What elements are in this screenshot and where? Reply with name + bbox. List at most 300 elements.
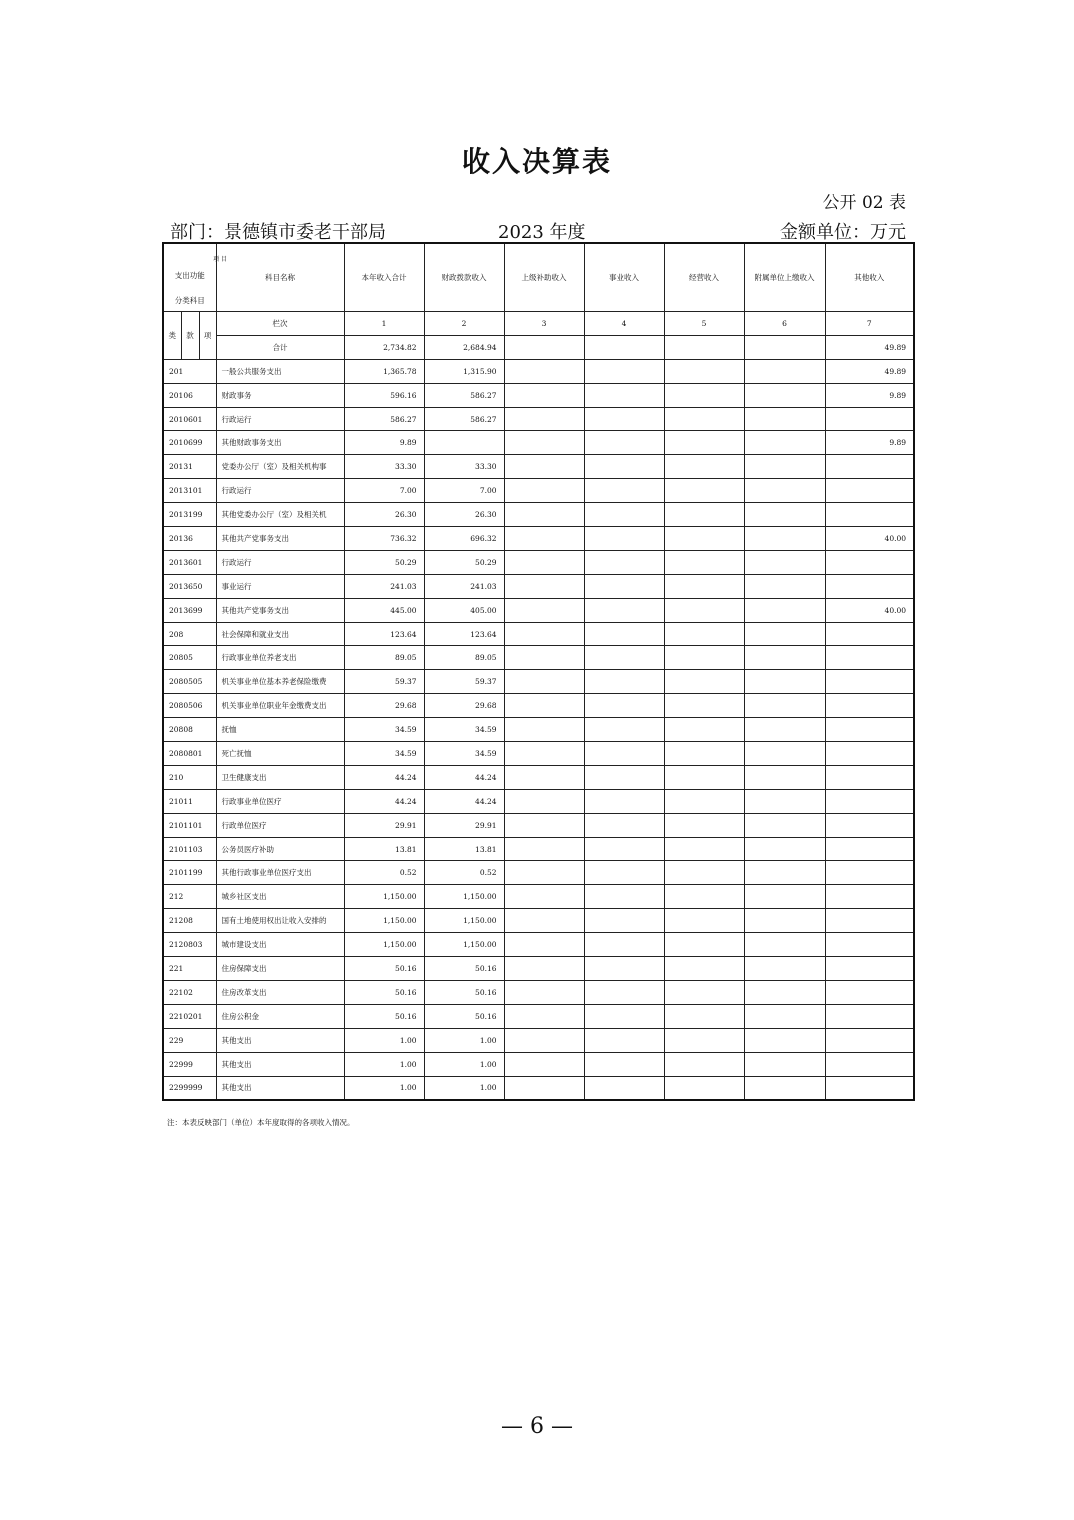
row-superior-subsidy xyxy=(504,957,584,981)
row-subject-name: 行政运行 xyxy=(216,407,344,431)
row-other-income xyxy=(825,837,914,861)
row-total-income: 44.24 xyxy=(344,789,424,813)
row-code: 2010699 xyxy=(163,431,216,455)
row-fiscal-income: 29.91 xyxy=(424,813,504,837)
table-row xyxy=(163,479,914,503)
row-operating-income xyxy=(664,813,744,837)
table-row xyxy=(163,527,914,551)
row-other-income xyxy=(825,550,914,574)
row-affiliate-income xyxy=(744,1004,825,1028)
row-subject-name: 其他支出 xyxy=(216,1052,344,1076)
row-operating-income xyxy=(664,837,744,861)
row-operating-income xyxy=(664,980,744,1004)
row-superior-subsidy xyxy=(504,574,584,598)
row-subject-name: 行政事业单位医疗 xyxy=(216,789,344,813)
unit-label: 金额单位：万元 xyxy=(780,222,906,243)
row-code: 20136 xyxy=(163,527,216,551)
row-code: 21011 xyxy=(163,789,216,813)
row-superior-subsidy xyxy=(504,598,584,622)
row-fiscal-income: 1,150.00 xyxy=(424,885,504,909)
row-other-income xyxy=(825,407,914,431)
row-code: 221 xyxy=(163,957,216,981)
row-operating-income xyxy=(664,455,744,479)
col-header-1: 本年收入合计 xyxy=(344,243,424,312)
row-other-income xyxy=(825,1076,914,1100)
table-row xyxy=(163,646,914,670)
row-fiscal-income: 241.03 xyxy=(424,574,504,598)
row-affiliate-income xyxy=(744,742,825,766)
col-number-6: 6 xyxy=(744,312,825,336)
col-number-3: 3 xyxy=(504,312,584,336)
row-code: 208 xyxy=(163,622,216,646)
row-total-income: 1,150.00 xyxy=(344,909,424,933)
row-superior-subsidy xyxy=(504,909,584,933)
col-number-7: 7 xyxy=(825,312,914,336)
page-number: — 6 — xyxy=(501,1414,573,1439)
row-fiscal-income: 586.27 xyxy=(424,383,504,407)
row-superior-subsidy xyxy=(504,407,584,431)
total-c7: 49.89 xyxy=(825,335,914,359)
row-superior-subsidy xyxy=(504,431,584,455)
table-row xyxy=(163,765,914,789)
row-fiscal-income: 50.16 xyxy=(424,957,504,981)
col-number-5: 5 xyxy=(664,312,744,336)
row-total-income: 33.30 xyxy=(344,455,424,479)
table-row xyxy=(163,813,914,837)
row-superior-subsidy xyxy=(504,1076,584,1100)
row-fiscal-income: 89.05 xyxy=(424,646,504,670)
col-header-3: 上级补助收入 xyxy=(504,243,584,312)
row-operating-income xyxy=(664,909,744,933)
table-row xyxy=(163,670,914,694)
row-business-income xyxy=(584,1028,664,1052)
row-superior-subsidy xyxy=(504,694,584,718)
row-other-income: 9.89 xyxy=(825,431,914,455)
row-operating-income xyxy=(664,694,744,718)
row-superior-subsidy xyxy=(504,622,584,646)
row-business-income xyxy=(584,837,664,861)
lei-header: 类 xyxy=(163,312,181,360)
row-subject-name: 其他支出 xyxy=(216,1028,344,1052)
row-code: 20805 xyxy=(163,646,216,670)
header-row xyxy=(163,243,914,312)
row-fiscal-income: 1.00 xyxy=(424,1028,504,1052)
row-affiliate-income xyxy=(744,957,825,981)
table-row xyxy=(163,598,914,622)
row-superior-subsidy xyxy=(504,670,584,694)
row-superior-subsidy xyxy=(504,837,584,861)
row-subject-name: 其他共产党事务支出 xyxy=(216,598,344,622)
row-operating-income xyxy=(664,861,744,885)
row-operating-income xyxy=(664,1004,744,1028)
row-code: 20131 xyxy=(163,455,216,479)
row-affiliate-income xyxy=(744,646,825,670)
row-operating-income xyxy=(664,598,744,622)
total-c5 xyxy=(664,335,744,359)
table-row xyxy=(163,718,914,742)
row-affiliate-income xyxy=(744,694,825,718)
row-fiscal-income: 29.68 xyxy=(424,694,504,718)
row-code: 2013699 xyxy=(163,598,216,622)
row-business-income xyxy=(584,1052,664,1076)
row-total-income: 596.16 xyxy=(344,383,424,407)
col-header-5: 经营收入 xyxy=(664,243,744,312)
subject-name-label: 科目名称 xyxy=(265,273,296,282)
row-business-income xyxy=(584,1004,664,1028)
row-business-income xyxy=(584,933,664,957)
table-row xyxy=(163,1052,914,1076)
row-subject-name: 行政事业单位养老支出 xyxy=(216,646,344,670)
row-superior-subsidy xyxy=(504,359,584,383)
row-total-income: 0.52 xyxy=(344,861,424,885)
row-business-income xyxy=(584,574,664,598)
table-row xyxy=(163,933,914,957)
row-operating-income xyxy=(664,765,744,789)
col-number-4: 4 xyxy=(584,312,664,336)
table-row xyxy=(163,957,914,981)
row-operating-income xyxy=(664,1076,744,1100)
row-subject-name: 其他共产党事务支出 xyxy=(216,527,344,551)
row-affiliate-income xyxy=(744,718,825,742)
row-operating-income xyxy=(664,742,744,766)
row-total-income: 50.29 xyxy=(344,550,424,574)
row-operating-income xyxy=(664,1052,744,1076)
row-fiscal-income: 7.00 xyxy=(424,479,504,503)
row-total-income: 34.59 xyxy=(344,718,424,742)
row-subject-name: 其他财政事务支出 xyxy=(216,431,344,455)
table-row xyxy=(163,980,914,1004)
row-code: 2013601 xyxy=(163,550,216,574)
row-total-income: 1.00 xyxy=(344,1076,424,1100)
row-code: 2101199 xyxy=(163,861,216,885)
total-label: 合计 xyxy=(216,335,344,359)
row-total-income: 123.64 xyxy=(344,622,424,646)
row-affiliate-income xyxy=(744,1076,825,1100)
row-business-income xyxy=(584,359,664,383)
row-code: 2210201 xyxy=(163,1004,216,1028)
total-row xyxy=(163,335,914,359)
row-affiliate-income xyxy=(744,813,825,837)
table-row xyxy=(163,622,914,646)
row-other-income: 49.89 xyxy=(825,359,914,383)
row-total-income: 736.32 xyxy=(344,527,424,551)
row-fiscal-income: 0.52 xyxy=(424,861,504,885)
table-row xyxy=(163,1028,914,1052)
row-operating-income xyxy=(664,622,744,646)
row-affiliate-income xyxy=(744,455,825,479)
row-total-income: 50.16 xyxy=(344,1004,424,1028)
footnote: 注：本表反映部门（单位）本年度取得的各项收入情况。 xyxy=(167,1118,355,1127)
table-row xyxy=(163,694,914,718)
row-business-income xyxy=(584,550,664,574)
row-affiliate-income xyxy=(744,861,825,885)
row-superior-subsidy xyxy=(504,1052,584,1076)
row-total-income: 50.16 xyxy=(344,980,424,1004)
table-row xyxy=(163,455,914,479)
row-other-income xyxy=(825,789,914,813)
row-subject-name: 机关事业单位职业年金缴费支出 xyxy=(216,694,344,718)
row-fiscal-income: 26.30 xyxy=(424,503,504,527)
row-code: 2080801 xyxy=(163,742,216,766)
row-fiscal-income: 1,150.00 xyxy=(424,909,504,933)
func-class-label-2: 分类科目 xyxy=(174,296,205,305)
row-superior-subsidy xyxy=(504,789,584,813)
row-business-income xyxy=(584,503,664,527)
row-affiliate-income xyxy=(744,980,825,1004)
table-row xyxy=(163,909,914,933)
row-other-income: 9.89 xyxy=(825,383,914,407)
row-affiliate-income xyxy=(744,503,825,527)
row-business-income xyxy=(584,909,664,933)
table-row xyxy=(163,885,914,909)
row-total-income: 34.59 xyxy=(344,742,424,766)
row-fiscal-income: 59.37 xyxy=(424,670,504,694)
row-business-income xyxy=(584,694,664,718)
row-affiliate-income xyxy=(744,1028,825,1052)
row-operating-income xyxy=(664,1028,744,1052)
table-row xyxy=(163,742,914,766)
row-subject-name: 事业运行 xyxy=(216,574,344,598)
row-fiscal-income: 405.00 xyxy=(424,598,504,622)
row-operating-income xyxy=(664,383,744,407)
row-business-income xyxy=(584,622,664,646)
row-fiscal-income: 1.00 xyxy=(424,1076,504,1100)
row-operating-income xyxy=(664,527,744,551)
year-label: 2023 年度 xyxy=(498,222,586,243)
row-code: 2080506 xyxy=(163,694,216,718)
row-other-income xyxy=(825,1004,914,1028)
row-superior-subsidy xyxy=(504,646,584,670)
row-code: 2013199 xyxy=(163,503,216,527)
row-fiscal-income: 34.59 xyxy=(424,742,504,766)
row-subject-name: 社会保障和就业支出 xyxy=(216,622,344,646)
table-row xyxy=(163,1004,914,1028)
row-subject-name: 死亡抚恤 xyxy=(216,742,344,766)
row-other-income xyxy=(825,718,914,742)
row-code: 21208 xyxy=(163,909,216,933)
table-row xyxy=(163,383,914,407)
row-other-income xyxy=(825,694,914,718)
table-row xyxy=(163,431,914,455)
row-other-income: 40.00 xyxy=(825,598,914,622)
row-superior-subsidy xyxy=(504,980,584,1004)
row-business-income xyxy=(584,813,664,837)
row-subject-name: 城市建设支出 xyxy=(216,933,344,957)
row-affiliate-income xyxy=(744,359,825,383)
row-superior-subsidy xyxy=(504,455,584,479)
row-code: 212 xyxy=(163,885,216,909)
row-business-income xyxy=(584,861,664,885)
row-superior-subsidy xyxy=(504,742,584,766)
row-fiscal-income: 50.29 xyxy=(424,550,504,574)
row-total-income: 44.24 xyxy=(344,765,424,789)
row-code: 2013101 xyxy=(163,479,216,503)
row-superior-subsidy xyxy=(504,527,584,551)
row-fiscal-income: 34.59 xyxy=(424,718,504,742)
row-subject-name: 行政运行 xyxy=(216,550,344,574)
table-row xyxy=(163,574,914,598)
total-c4 xyxy=(584,335,664,359)
row-affiliate-income xyxy=(744,789,825,813)
col-header-7: 其他收入 xyxy=(825,243,914,312)
row-operating-income xyxy=(664,407,744,431)
table-row xyxy=(163,789,914,813)
total-c6 xyxy=(744,335,825,359)
income-table xyxy=(162,242,915,1101)
row-affiliate-income xyxy=(744,383,825,407)
row-affiliate-income xyxy=(744,479,825,503)
row-affiliate-income xyxy=(744,574,825,598)
row-affiliate-income xyxy=(744,550,825,574)
index-row xyxy=(163,312,914,336)
row-operating-income xyxy=(664,503,744,527)
row-fiscal-income: 44.24 xyxy=(424,765,504,789)
row-affiliate-income xyxy=(744,670,825,694)
row-code: 2299999 xyxy=(163,1076,216,1100)
row-subject-name: 行政运行 xyxy=(216,479,344,503)
row-operating-income xyxy=(664,574,744,598)
row-fiscal-income: 586.27 xyxy=(424,407,504,431)
row-superior-subsidy xyxy=(504,885,584,909)
row-business-income xyxy=(584,407,664,431)
row-superior-subsidy xyxy=(504,933,584,957)
row-superior-subsidy xyxy=(504,383,584,407)
row-other-income xyxy=(825,479,914,503)
row-superior-subsidy xyxy=(504,479,584,503)
row-subject-name: 住房公积金 xyxy=(216,1004,344,1028)
row-business-income xyxy=(584,527,664,551)
row-subject-name: 其他党委办公厅（室）及相关机 xyxy=(216,503,344,527)
row-operating-income xyxy=(664,646,744,670)
row-subject-name: 抚恤 xyxy=(216,718,344,742)
project-label: 项 目 xyxy=(213,256,227,263)
row-superior-subsidy xyxy=(504,718,584,742)
row-fiscal-income: 13.81 xyxy=(424,837,504,861)
table-row xyxy=(163,837,914,861)
row-code: 210 xyxy=(163,765,216,789)
xiang-header: 项 xyxy=(199,312,216,360)
row-code: 229 xyxy=(163,1028,216,1052)
row-fiscal-income: 50.16 xyxy=(424,1004,504,1028)
table-row xyxy=(163,407,914,431)
row-fiscal-income xyxy=(424,431,504,455)
row-other-income xyxy=(825,885,914,909)
row-business-income xyxy=(584,1076,664,1100)
kuan-header: 款 xyxy=(181,312,199,360)
row-subject-name: 党委办公厅（室）及相关机构事 xyxy=(216,455,344,479)
row-fiscal-income: 1,150.00 xyxy=(424,933,504,957)
row-other-income xyxy=(825,765,914,789)
row-affiliate-income xyxy=(744,885,825,909)
row-affiliate-income xyxy=(744,1052,825,1076)
row-other-income xyxy=(825,646,914,670)
row-superior-subsidy xyxy=(504,1004,584,1028)
row-affiliate-income xyxy=(744,527,825,551)
row-affiliate-income xyxy=(744,598,825,622)
row-operating-income xyxy=(664,550,744,574)
row-fiscal-income: 33.30 xyxy=(424,455,504,479)
row-business-income xyxy=(584,479,664,503)
row-code: 2101101 xyxy=(163,813,216,837)
row-other-income xyxy=(825,813,914,837)
row-affiliate-income xyxy=(744,765,825,789)
total-c2: 2,684.94 xyxy=(424,335,504,359)
table-row xyxy=(163,359,914,383)
row-business-income xyxy=(584,598,664,622)
row-other-income xyxy=(825,742,914,766)
row-affiliate-income xyxy=(744,837,825,861)
table-row xyxy=(163,1076,914,1100)
row-operating-income xyxy=(664,789,744,813)
row-subject-name: 机关事业单位基本养老保险缴费 xyxy=(216,670,344,694)
total-c1: 2,734.82 xyxy=(344,335,424,359)
row-affiliate-income xyxy=(744,909,825,933)
row-subject-name: 一般公共服务支出 xyxy=(216,359,344,383)
row-superior-subsidy xyxy=(504,503,584,527)
row-total-income: 1,150.00 xyxy=(344,933,424,957)
row-total-income: 7.00 xyxy=(344,479,424,503)
row-subject-name: 其他支出 xyxy=(216,1076,344,1100)
row-other-income xyxy=(825,1028,914,1052)
row-business-income xyxy=(584,455,664,479)
row-superior-subsidy xyxy=(504,861,584,885)
row-total-income: 13.81 xyxy=(344,837,424,861)
row-business-income xyxy=(584,670,664,694)
row-code: 2010601 xyxy=(163,407,216,431)
row-fiscal-income: 44.24 xyxy=(424,789,504,813)
row-total-income: 586.27 xyxy=(344,407,424,431)
row-subject-name: 财政事务 xyxy=(216,383,344,407)
row-business-income xyxy=(584,646,664,670)
row-superior-subsidy xyxy=(504,550,584,574)
row-other-income xyxy=(825,622,914,646)
row-operating-income xyxy=(664,933,744,957)
row-affiliate-income xyxy=(744,933,825,957)
row-subject-name: 国有土地使用权出让收入安排的 xyxy=(216,909,344,933)
row-total-income: 29.68 xyxy=(344,694,424,718)
col-number-2: 2 xyxy=(424,312,504,336)
row-subject-name: 住房保障支出 xyxy=(216,957,344,981)
row-other-income xyxy=(825,980,914,1004)
row-fiscal-income: 696.32 xyxy=(424,527,504,551)
func-class-label: 支出功能 xyxy=(174,271,205,280)
row-code: 20106 xyxy=(163,383,216,407)
row-other-income xyxy=(825,574,914,598)
row-subject-name: 行政单位医疗 xyxy=(216,813,344,837)
row-superior-subsidy xyxy=(504,813,584,837)
row-other-income xyxy=(825,861,914,885)
row-other-income xyxy=(825,503,914,527)
row-subject-name: 卫生健康支出 xyxy=(216,765,344,789)
row-other-income xyxy=(825,455,914,479)
row-subject-name: 城乡社区支出 xyxy=(216,885,344,909)
row-subject-name: 住房改革支出 xyxy=(216,980,344,1004)
row-total-income: 1.00 xyxy=(344,1028,424,1052)
row-code: 22102 xyxy=(163,980,216,1004)
row-total-income: 1,365.78 xyxy=(344,359,424,383)
row-other-income xyxy=(825,1052,914,1076)
row-code: 201 xyxy=(163,359,216,383)
row-fiscal-income: 50.16 xyxy=(424,980,504,1004)
row-total-income: 26.30 xyxy=(344,503,424,527)
department-label: 部门：景德镇市委老干部局 xyxy=(170,222,386,243)
row-fiscal-income: 1,315.90 xyxy=(424,359,504,383)
row-business-income xyxy=(584,957,664,981)
row-other-income xyxy=(825,957,914,981)
col-header-6: 附属单位上缴收入 xyxy=(744,243,825,312)
row-superior-subsidy xyxy=(504,1028,584,1052)
row-business-income xyxy=(584,742,664,766)
